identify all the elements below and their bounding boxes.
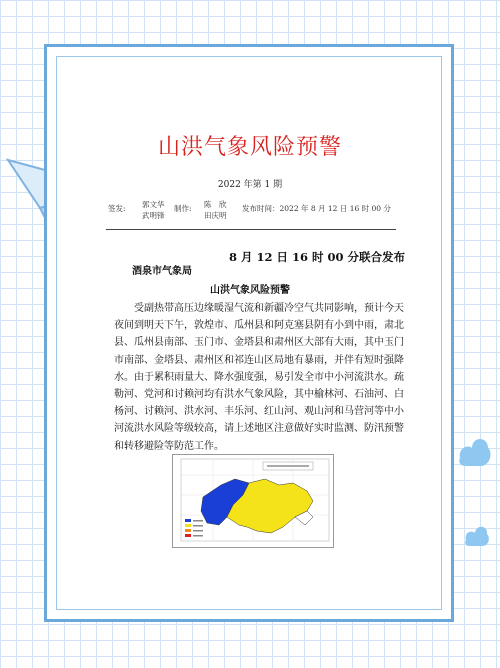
signer-1: 郭文华 <box>142 200 165 209</box>
body-paragraph: 受副热带高压边缘暖湿气流和新疆冷空气共同影响，预计今天夜间到明天下午，敦煌市、瓜州县和阿克塞县阴有小到中雨，肃北县、瓜州县南部、玉门市、金塔县和肃州区大部有大雨，其中玉门市南部、金塔县、肃州区和祁连山区局地有暴雨，并伴有短时强降水。由于累积雨量大、降水强度强，易引发全市中小河流洪水。疏勒河、党河和讨赖河均有洪水气象风险，其中榆林河、石油河、白杨河、讨赖河、洪水河、丰乐河、红山河、观山河和马营河等中小河流洪水风险等级较高，请上述地区注意做好实时监测、防汛预警和转移避险等防范工作。 <box>114 303 404 452</box>
cloud-icon <box>458 428 492 474</box>
cloud-icon <box>464 520 490 550</box>
producer-label: 制作: <box>174 204 192 213</box>
release-headline: 8 月 12 日 16 时 00 分联合发布 <box>229 250 406 264</box>
signer-2: 武明锋 <box>142 211 165 220</box>
issue-number: 2022 年第 1 期 <box>217 180 283 190</box>
section-subtitle: 山洪气象风险预警 <box>210 285 290 296</box>
document-title: 山洪气象风险预警 <box>157 135 342 160</box>
producer-1: 陈 欣 <box>204 200 227 209</box>
divider <box>106 229 396 230</box>
sign-label: 签发: <box>108 204 126 213</box>
release-time: 发布时间：2022 年 8 月 12 日 16 时 00 分 <box>242 204 391 213</box>
body-text <box>114 300 404 455</box>
risk-map-image <box>172 454 334 548</box>
producer-2: 田庆明 <box>204 211 227 220</box>
issuing-agency: 酒泉市气象局 <box>132 266 192 277</box>
